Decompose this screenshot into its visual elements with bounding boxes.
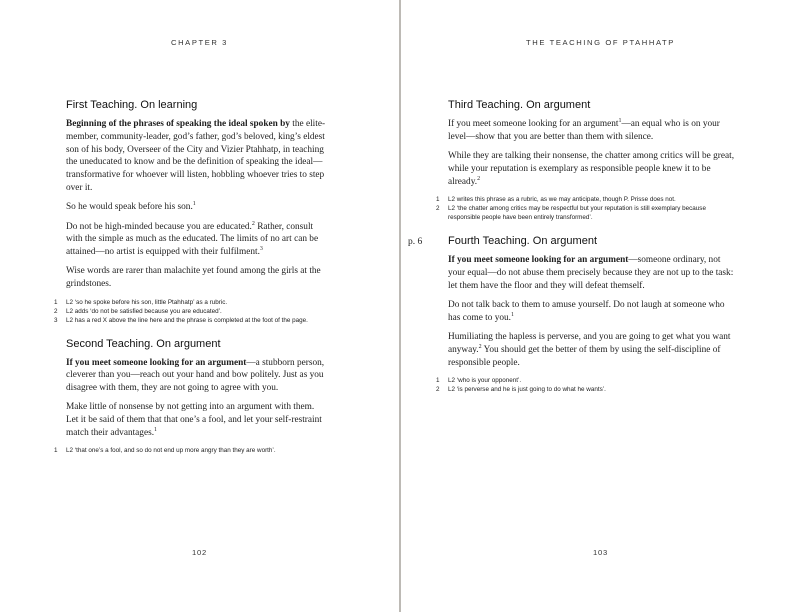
- footnote: [436, 385, 738, 394]
- page-number-left: 102: [191, 548, 208, 557]
- footnote-text: L2 writes this phrase as a rubric, as we may anticipate, though P. Prisse does not.: [448, 195, 676, 203]
- paragraph-bold-lead: Beginning of the phrases of speaking the ideal spoken by: [66, 119, 290, 129]
- footnote-text: L2 ‘that one’s a fool, and so do not end up more angry than they are worth’.: [66, 447, 276, 455]
- footnote: [436, 204, 738, 222]
- paragraph-text: Make little of nonsense by not getting into an argument with them. Let it be said of them that that one’s a fool, and let your self-restraint match their advantages.: [66, 402, 322, 439]
- footnote-text: L2 ‘so he spoke before his son, little Ptahhatp’ as a rubric.: [66, 298, 228, 306]
- footnote-number: 1: [436, 376, 440, 384]
- paragraph: [66, 401, 328, 439]
- section-heading-text: Fourth Teaching. On argument: [448, 234, 597, 247]
- paragraph: [66, 221, 328, 259]
- footnotes: [54, 298, 328, 325]
- paragraph: [66, 118, 328, 195]
- section-heading: First Teaching. On learning: [66, 99, 198, 111]
- footnote: [54, 298, 328, 307]
- paragraph: [66, 265, 328, 291]
- footnote-number: 2: [54, 307, 58, 315]
- footnote-text: L2 ‘who is your opponent’.: [448, 376, 522, 384]
- right-page: [401, 0, 800, 612]
- footnote-ref: 1: [154, 426, 158, 433]
- footnote: [54, 446, 328, 455]
- left-text-block: [54, 98, 328, 467]
- paragraph-text: Humiliating the hapless is perverse, and you are going to get what you want anyway.: [448, 331, 731, 355]
- paragraph-text: If you meet someone looking for an argument: [448, 119, 619, 129]
- section-heading: Second Teaching. On argument: [66, 337, 221, 350]
- paragraph-bold-lead: If you meet someone looking for an argument: [66, 357, 247, 368]
- paragraph-text: Wise words are rarer than malachite yet found among the girls at the grindstones.: [66, 266, 321, 290]
- footnotes: [54, 446, 328, 455]
- paragraph-text: Rather, consult with the simple as much as the educated. The limits of no art can be attained—no artist is equipped with their fulfilment.: [66, 221, 319, 258]
- section-heading: [408, 234, 738, 248]
- footnotes: [436, 195, 738, 222]
- footnote-number: 1: [436, 195, 440, 203]
- paragraph: [448, 299, 738, 325]
- left-page: [0, 0, 399, 612]
- right-text-block: [408, 98, 738, 406]
- page-number-right: 103: [592, 548, 609, 557]
- margin-page-reference: p. 6: [408, 236, 423, 247]
- paragraph-text: the elite-member, community-leader, god’s father, god’s beloved, king’s eldest son of his body, Overseer of the City and Vizier Ptahhatp, in teaching the uneducated to know and be the definition of speaking the ideal—transformative for whoever will listen, hobbling whoever tries to step over it.: [66, 119, 326, 193]
- footnote: [54, 316, 328, 325]
- footnote-number: 2: [436, 204, 440, 212]
- section-heading: Third Teaching. On argument: [448, 99, 591, 111]
- footnote-ref: 1: [192, 201, 196, 208]
- footnote-number: 2: [436, 385, 440, 393]
- footnote-ref: 3: [259, 246, 263, 253]
- paragraph-text: Do not be high-minded because you are educated.: [66, 221, 252, 232]
- paragraph: [448, 254, 738, 292]
- running-head-right: THE TEACHING OF PTAHHATP: [526, 38, 675, 47]
- paragraph-text: While they are talking their nonsense, the chatter among critics will be great, while your reputation is exemplary as responsible people knew it to be already.: [448, 151, 735, 187]
- footnote-ref: 2: [477, 175, 481, 182]
- footnote-ref: 2: [251, 220, 255, 227]
- footnotes: [436, 376, 738, 394]
- paragraph: [448, 331, 738, 369]
- paragraph-text: Do not talk back to them to amuse yourself. Do not laugh at someone who has come to you.: [448, 299, 725, 323]
- paragraph-text: —a stubborn person, cleverer than you—reach out your hand and bow politely. Just as you disagree with them, they are not going to agree with you.: [66, 357, 325, 394]
- paragraph-text: —someone ordinary, not your equal—do not abuse them precisely because they are not up to the task: let them have the floor and they will defeat themself.: [448, 254, 734, 291]
- footnote-text: L2 ‘the chatter among critics may be respectful but your reputation is still exemplary because responsible people have been entirely transformed’.: [448, 204, 706, 221]
- paragraph: [66, 201, 328, 214]
- footnote-ref: 1: [511, 311, 514, 318]
- paragraph: [66, 357, 328, 395]
- paragraph-text: So he would speak before his son.: [66, 202, 193, 213]
- footnote: [54, 307, 328, 316]
- footnote-number: 1: [54, 447, 58, 455]
- paragraph-text: You should get the better of them by using the self-discipline of responsible people.: [448, 344, 721, 368]
- footnote-ref: 2: [478, 343, 482, 350]
- footnote-text: L2 ‘is perverse and he is just going to do what he wants’.: [448, 385, 606, 393]
- paragraph-bold-lead: If you meet someone looking for an argument: [448, 254, 629, 265]
- paragraph: [448, 150, 738, 188]
- footnote-number: 3: [54, 316, 58, 324]
- footnote-text: L2 has a red X above the line here and the phrase is completed at the foot of the page.: [66, 316, 308, 324]
- footnote-number: 1: [54, 298, 58, 306]
- running-head-left: CHAPTER 3: [170, 38, 229, 47]
- footnote-text: L2 adds ‘do not be satisfied because you are educated’.: [66, 307, 222, 315]
- footnote: [436, 376, 738, 385]
- footnote: [436, 195, 738, 204]
- paragraph-text: —an equal who is on your level—show that you are better than them with silence.: [448, 119, 720, 142]
- footnote-ref: 1: [618, 117, 622, 124]
- paragraph: [448, 118, 738, 144]
